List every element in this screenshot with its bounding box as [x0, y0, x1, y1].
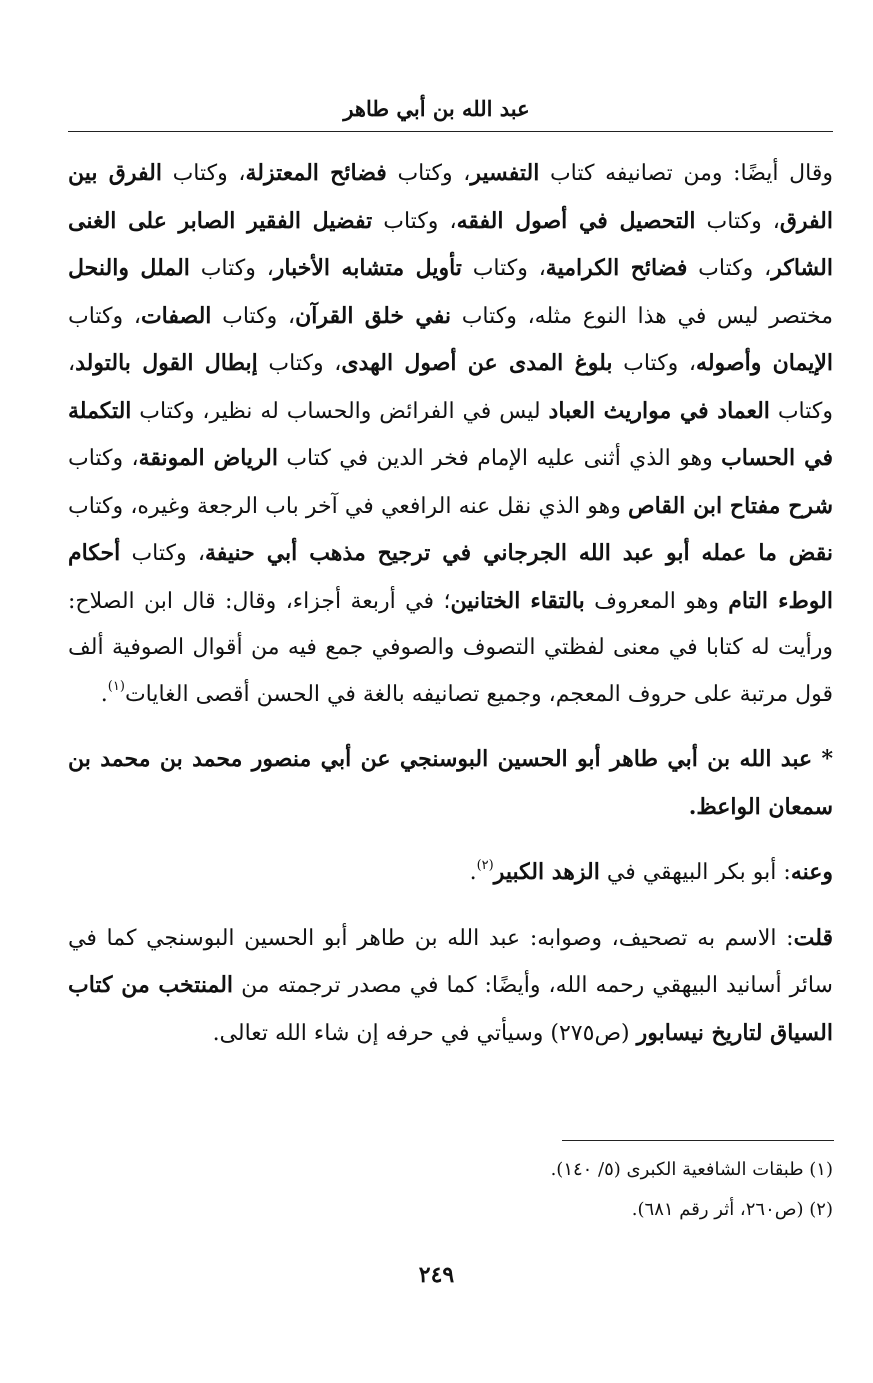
- book-title: أحكام الوطء التام: [68, 540, 833, 614]
- footnote: (١) طبقات الشافعية الكبرى (٥/ ١٤٠).: [550, 1159, 833, 1180]
- book-title: الملل والنحل: [68, 255, 190, 281]
- running-header: عبد الله بن أبي طاهر: [343, 96, 530, 121]
- text-run: ، وكتاب: [189, 256, 274, 281]
- text-run: ، وكتاب: [461, 256, 546, 281]
- footnote-ref[interactable]: (٢): [476, 857, 494, 873]
- entry-heading: [68, 736, 833, 831]
- footnote-rule: [562, 1140, 834, 1141]
- book-title: الصفات: [140, 302, 212, 329]
- book-title: نقض ما عمله أبو عبد الله الجرجاني في ترجيح مذهب أبي حنيفة: [204, 540, 833, 566]
- book-title: إبطال القول بالتولد: [75, 350, 258, 376]
- book-title: شرح مفتاح ابن القاص: [628, 492, 833, 519]
- footnotes: [68, 1150, 833, 1230]
- book-title: التحصيل في أصول الفقه: [456, 207, 696, 234]
- header-rule: [68, 131, 833, 132]
- text-run: وقال أيضًا: ومن تصانيفه كتاب: [539, 161, 833, 186]
- footnote-ref[interactable]: (١): [107, 679, 125, 695]
- text-run: ، وكتاب: [687, 256, 772, 281]
- text-run: وهو المعروف: [584, 588, 729, 614]
- page-number: ٢٤٩: [418, 1262, 455, 1288]
- text-run: مختصر ليس في هذا النوع مثله، وكتاب: [451, 303, 833, 329]
- book-title: فضائح المعتزلة: [245, 160, 387, 186]
- text-run: : الاسم به تصحيف، وصوابه: عبد الله بن طاهر أبو الحسين البوسنجي كما في سائر أسانيد البيهقي رحمه الله، وأيضًا: كما في مصدر ترجمته من: [68, 925, 833, 998]
- book-title: الزهد الكبير: [493, 859, 600, 885]
- book-title: المنتخب من كتاب السياق لتاريخ نيسابور: [68, 972, 833, 1046]
- book-title: فضائح الكرامية: [545, 255, 688, 281]
- spacer: [68, 897, 833, 915]
- lead-word: وعنه: [790, 859, 833, 885]
- text-run: ، وكتاب: [68, 303, 141, 329]
- text-run: ، وكتاب: [372, 208, 457, 234]
- text-run: : أبو بكر البيهقي في: [599, 860, 791, 885]
- body-text: [68, 150, 833, 1057]
- book-title: بالتقاء الختانين: [450, 587, 585, 614]
- text-run: ليس في الفرائض والحساب له نظير، وكتاب: [131, 398, 549, 424]
- book-title: تفضيل الفقير الصابر على الغنى الشاكر: [68, 207, 833, 281]
- spacer: [68, 718, 833, 736]
- book-title: تأويل متشابه الأخبار: [273, 255, 462, 281]
- text-run: ، وكتاب: [120, 541, 205, 566]
- book-title: التفسير: [470, 160, 540, 186]
- text-run: ، وكتاب: [695, 208, 780, 234]
- paragraph-narrator: [68, 849, 833, 897]
- text-run: ، وكتاب: [161, 161, 246, 186]
- text-run: (ص٢٧٥) وسيأتي في حرفه إن شاء الله تعالى.: [212, 1020, 637, 1046]
- book-title: العماد في مواريث العباد: [548, 397, 770, 424]
- text-run: .: [100, 681, 108, 707]
- spacer: [68, 831, 833, 849]
- text-run: ، وكتاب: [68, 446, 139, 471]
- entry-title: * عبد الله بن أبي طاهر أبو الحسين البوسنجي عن أبي منصور محمد بن محمد بن سمعان الواعظ.: [68, 746, 834, 820]
- text-run: ، وكتاب: [211, 303, 296, 329]
- book-title: الإيمان وأصوله: [696, 350, 833, 376]
- book-title: الفرق بين الفرق: [68, 160, 833, 234]
- book-title: نفي خلق القرآن: [295, 302, 451, 329]
- text-run: ؛ في أربعة أجزاء، وقال: قال ابن الصلاح: ورأيت له كتابا في معنى لفظتي التصوف والصوفي جمع فيه من أقوال الصوفية ألف قول مرتبة على حروف المعجم، وجميع تصانيفه بالغة في الحسن أقصى الغايات: [68, 588, 833, 707]
- text-run: وهو الذي أثنى عليه الإمام فخر الدين في كتاب: [277, 446, 722, 471]
- paragraph-note: [68, 915, 833, 1058]
- footnote: (٢) (ص٢٦٠، أثر رقم ٦٨١).: [631, 1199, 833, 1220]
- book-title: الرياض المونقة: [138, 445, 278, 471]
- text-run: ، وكتاب: [386, 161, 471, 186]
- book-title: التكملة في الحساب: [68, 397, 833, 471]
- text-run: ، وكتاب: [257, 351, 342, 376]
- text-run: ، وكتاب: [612, 351, 697, 376]
- text-run: .: [469, 860, 477, 885]
- text-run: وهو الذي نقل عنه الرافعي في آخر باب الرجعة وغيره، وكتاب: [68, 493, 629, 519]
- lead-word: قلت: [793, 924, 833, 951]
- paragraph-books: [68, 150, 833, 718]
- book-title: بلوغ المدى عن أصول الهدى: [341, 350, 613, 376]
- text-run: ، وكتاب: [68, 351, 833, 424]
